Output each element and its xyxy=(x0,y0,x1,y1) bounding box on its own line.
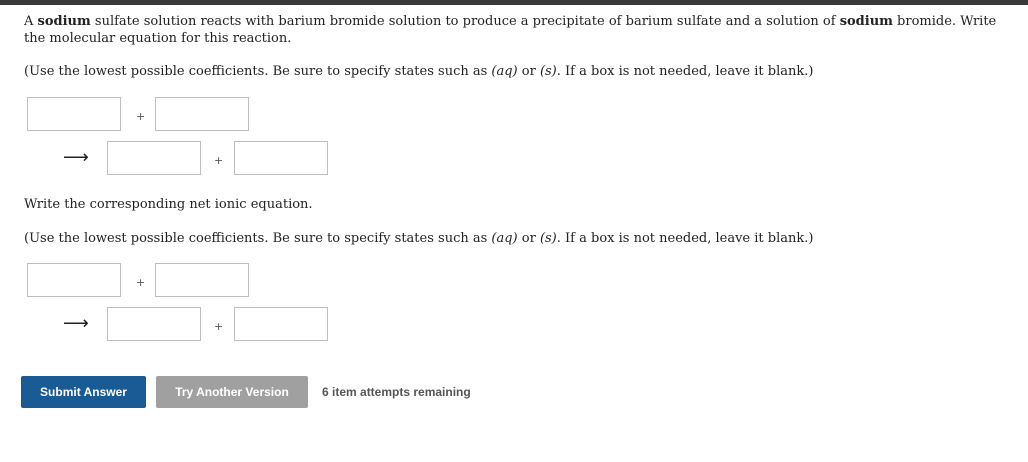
instructions-net-ionic: (Use the lowest possible coefficients. Be sure to specify states such as (aq) or (s). If a box is not needed, leave it blank.) xyxy=(24,231,814,246)
try-another-version-button[interactable]: Try Another Version xyxy=(156,376,308,408)
instructions-molecular: (Use the lowest possible coefficients. Be sure to specify states such as (aq) or (s). If a box is not needed, leave it blank.) xyxy=(24,64,814,79)
question-molecular-text: A sodium sulfate solution reacts with barium bromide solution to produce a precipitate of barium sulfate and a solution of sodium bromide. Write the molecular equation for this reaction. xyxy=(24,14,997,46)
net-ionic-product-2-input[interactable] xyxy=(234,307,328,341)
molecular-product-2-input[interactable] xyxy=(234,141,328,175)
net-ionic-reactant-1-input[interactable] xyxy=(27,263,121,297)
submit-answer-button[interactable]: Submit Answer xyxy=(21,376,146,408)
references-tab[interactable]: [References] xyxy=(468,0,528,5)
attempts-remaining-text: 6 item attempts remaining xyxy=(322,385,471,399)
question-net-ionic-text: Write the corresponding net ionic equation. xyxy=(24,197,313,212)
plus-sign: + xyxy=(136,276,146,289)
reaction-arrow-icon: ⟶ xyxy=(63,313,89,334)
plus-sign: + xyxy=(214,154,224,167)
plus-sign: + xyxy=(136,110,146,123)
molecular-reactant-1-input[interactable] xyxy=(27,97,121,131)
top-bar xyxy=(0,0,1028,5)
plus-sign: + xyxy=(214,320,224,333)
molecular-reactant-2-input[interactable] xyxy=(155,97,249,131)
bold-sodium-1: sodium xyxy=(37,14,91,29)
net-ionic-reactant-2-input[interactable] xyxy=(155,263,249,297)
net-ionic-product-1-input[interactable] xyxy=(107,307,201,341)
reaction-arrow-icon: ⟶ xyxy=(63,147,89,168)
bold-sodium-2: sodium xyxy=(839,14,893,29)
molecular-product-1-input[interactable] xyxy=(107,141,201,175)
